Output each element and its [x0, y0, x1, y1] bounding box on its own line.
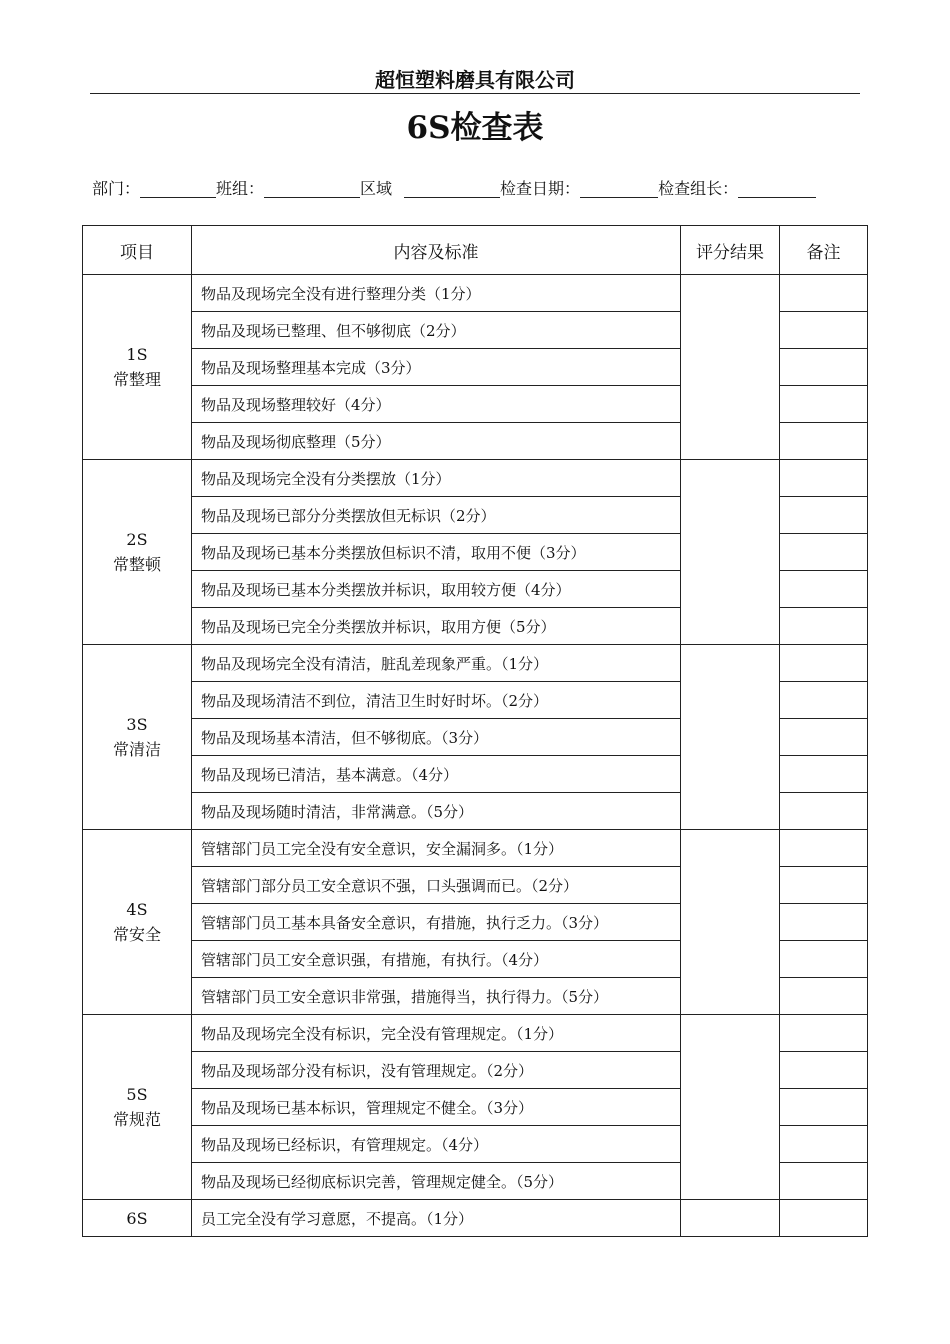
score-cell[interactable]	[681, 275, 780, 460]
remark-cell[interactable]	[780, 423, 868, 460]
column-header-score: 评分结果	[681, 226, 780, 275]
remark-cell[interactable]	[780, 608, 868, 645]
score-cell[interactable]	[681, 460, 780, 645]
remark-cell[interactable]	[780, 386, 868, 423]
area-field[interactable]	[404, 179, 500, 198]
remark-cell[interactable]	[780, 645, 868, 682]
leader-field[interactable]	[738, 179, 816, 198]
date-field[interactable]	[580, 179, 658, 198]
remark-cell[interactable]	[780, 1052, 868, 1089]
remark-cell[interactable]	[780, 756, 868, 793]
remark-cell[interactable]	[780, 534, 868, 571]
remark-cell[interactable]	[780, 978, 868, 1015]
section-label	[83, 1200, 192, 1237]
remark-cell[interactable]	[780, 830, 868, 867]
remark-cell[interactable]	[780, 719, 868, 756]
remark-cell[interactable]	[780, 349, 868, 386]
criteria-text: 管辖部门部分员工安全意识不强，口头强调而已。（2分）	[192, 867, 681, 904]
score-cell[interactable]	[681, 1015, 780, 1200]
score-cell[interactable]	[681, 830, 780, 1015]
criteria-text: 物品及现场完全没有进行整理分类（1分）	[192, 275, 681, 312]
section-code: 1S	[126, 345, 148, 364]
company-name: 超恒塑料磨具有限公司	[375, 68, 575, 92]
remark-cell[interactable]	[780, 571, 868, 608]
section-code: 5S	[126, 1085, 148, 1104]
table-row	[83, 830, 868, 867]
remark-cell[interactable]	[780, 460, 868, 497]
criteria-text: 物品及现场已经标识，有管理规定。（4分）	[192, 1126, 681, 1163]
date-label: 检查日期：	[500, 179, 581, 198]
inspection-table	[82, 225, 868, 1237]
remark-cell[interactable]	[780, 682, 868, 719]
department-field[interactable]	[140, 179, 216, 198]
section-code: 3S	[126, 715, 148, 734]
column-header-item: 项目	[83, 226, 192, 275]
remark-cell[interactable]	[780, 1089, 868, 1126]
remark-cell[interactable]	[780, 793, 868, 830]
table-row	[83, 275, 868, 312]
score-cell[interactable]	[681, 645, 780, 830]
criteria-text: 物品及现场整理较好（4分）	[192, 386, 681, 423]
criteria-text: 物品及现场完全没有清洁，脏乱差现象严重。（1分）	[192, 645, 681, 682]
criteria-text: 物品及现场已完全分类摆放并标识，取用方便（5分）	[192, 608, 681, 645]
criteria-text: 物品及现场已经彻底标识完善，管理规定健全。（5分）	[192, 1163, 681, 1200]
section-code: 2S	[126, 530, 148, 549]
criteria-text: 物品及现场已基本分类摆放但标识不清，取用不便（3分）	[192, 534, 681, 571]
area-label: 区域	[360, 179, 393, 198]
header-divider	[90, 93, 860, 94]
criteria-text: 物品及现场已部分分类摆放但无标识（2分）	[192, 497, 681, 534]
section-name: 常整顿	[112, 555, 161, 574]
criteria-text: 员工完全没有学习意愿，不提高。（1分）	[192, 1200, 681, 1237]
remark-cell[interactable]	[780, 941, 868, 978]
remark-cell[interactable]	[780, 1015, 868, 1052]
criteria-text: 管辖部门员工安全意识强，有措施，有执行。（4分）	[192, 941, 681, 978]
form-header-fields	[92, 176, 862, 202]
table-body	[83, 275, 868, 1237]
criteria-text: 物品及现场已整理、但不够彻底（2分）	[192, 312, 681, 349]
column-header-remark: 备注	[780, 226, 868, 275]
table-row	[83, 645, 868, 682]
criteria-text: 物品及现场清洁不到位，清洁卫生时好时坏。（2分）	[192, 682, 681, 719]
table-header-row	[83, 226, 868, 275]
section-code: 4S	[126, 900, 148, 919]
section-code: 6S	[126, 1208, 148, 1228]
table-row	[83, 460, 868, 497]
section-name: 常安全	[112, 925, 161, 944]
document-title: 6S检查表	[406, 110, 544, 146]
criteria-text: 物品及现场基本清洁，但不够彻底。（3分）	[192, 719, 681, 756]
table-row	[83, 1015, 868, 1052]
remark-cell[interactable]	[780, 867, 868, 904]
criteria-text: 管辖部门员工安全意识非常强，措施得当，执行得力。（5分）	[192, 978, 681, 1015]
criteria-text: 物品及现场已清洁，基本满意。（4分）	[192, 756, 681, 793]
remark-cell[interactable]	[780, 1163, 868, 1200]
remark-cell[interactable]	[780, 497, 868, 534]
table-row	[83, 1200, 868, 1237]
column-header-criteria: 内容及标准	[192, 226, 681, 275]
section-label	[83, 830, 192, 1015]
section-name: 常清洁	[112, 740, 161, 759]
team-label: 班组：	[216, 179, 265, 198]
section-name: 常规范	[112, 1110, 161, 1129]
criteria-text: 物品及现场彻底整理（5分）	[192, 423, 681, 460]
remark-cell[interactable]	[780, 275, 868, 312]
section-name: 常整理	[112, 370, 161, 389]
criteria-text: 物品及现场已基本分类摆放并标识，取用较方便（4分）	[192, 571, 681, 608]
section-label	[83, 275, 192, 460]
criteria-text: 物品及现场随时清洁，非常满意。（5分）	[192, 793, 681, 830]
score-cell[interactable]	[681, 1200, 780, 1237]
section-label	[83, 1015, 192, 1200]
section-label	[83, 460, 192, 645]
remark-cell[interactable]	[780, 1200, 868, 1237]
team-field[interactable]	[264, 179, 360, 198]
remark-cell[interactable]	[780, 904, 868, 941]
criteria-text: 物品及现场完全没有分类摆放（1分）	[192, 460, 681, 497]
remark-cell[interactable]	[780, 312, 868, 349]
criteria-text: 管辖部门员工完全没有安全意识，安全漏洞多。（1分）	[192, 830, 681, 867]
criteria-text: 物品及现场完全没有标识，完全没有管理规定。（1分）	[192, 1015, 681, 1052]
remark-cell[interactable]	[780, 1126, 868, 1163]
criteria-text: 物品及现场整理基本完成（3分）	[192, 349, 681, 386]
criteria-text: 物品及现场部分没有标识，没有管理规定。（2分）	[192, 1052, 681, 1089]
department-label: 部门：	[92, 179, 141, 198]
section-label	[83, 645, 192, 830]
criteria-text: 物品及现场已基本标识，管理规定不健全。（3分）	[192, 1089, 681, 1126]
criteria-text: 管辖部门员工基本具备安全意识，有措施，执行乏力。（3分）	[192, 904, 681, 941]
leader-label: 检查组长：	[658, 179, 739, 198]
